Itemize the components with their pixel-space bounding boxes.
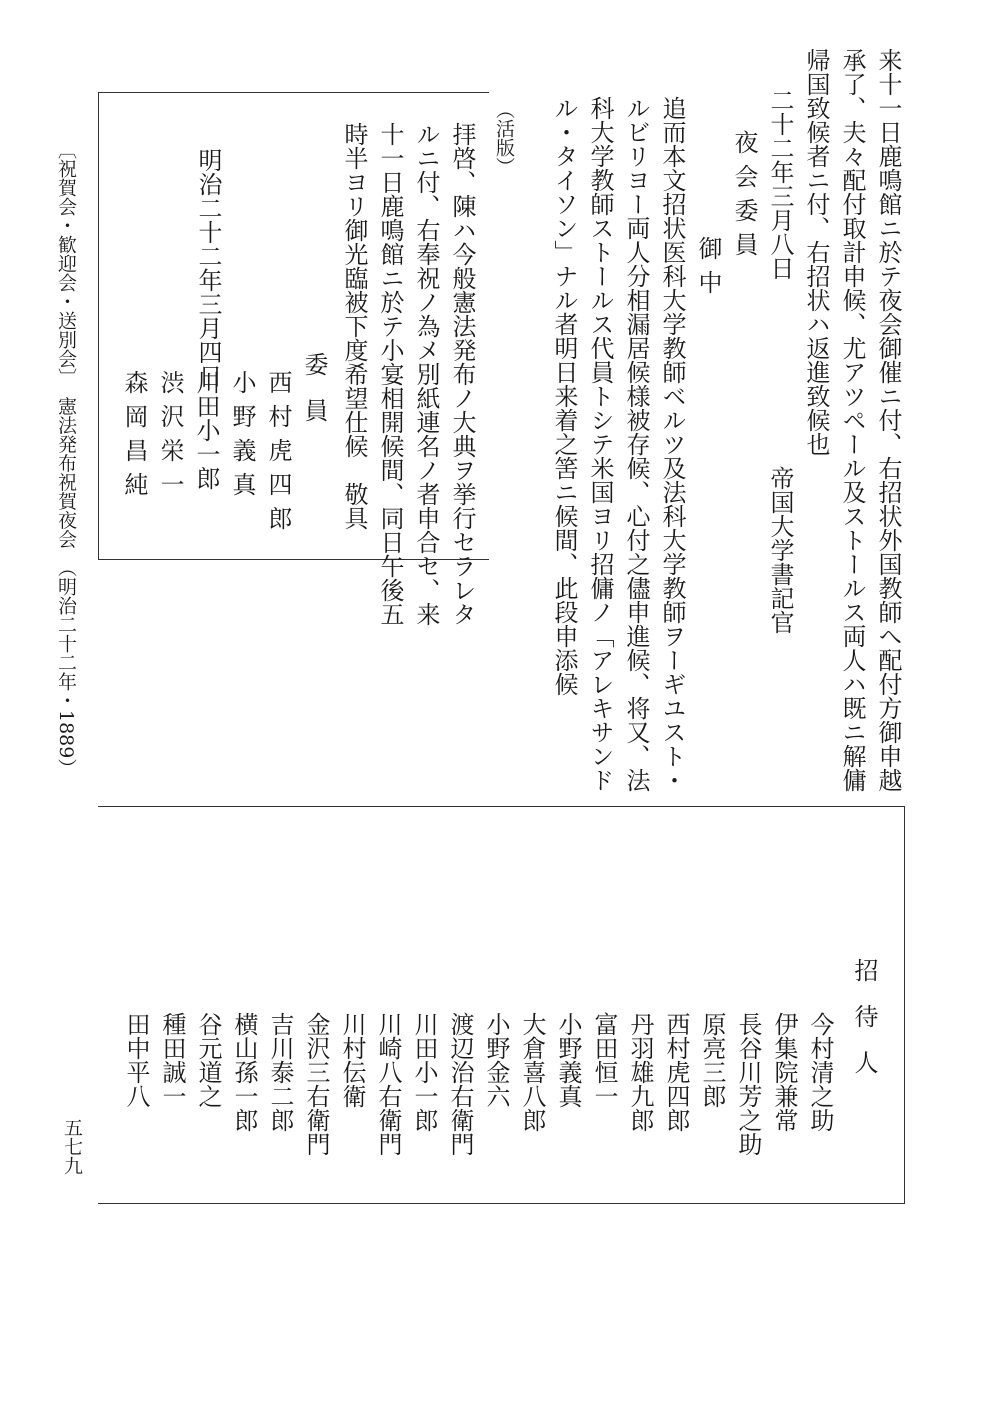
letter-line: 来十一日鹿鳴館ニ於テ夜会御催ニ付、右招状外国教師へ配付方御申越 xyxy=(874,48,902,792)
letter-sender: 帝国大学書記官 xyxy=(766,466,794,634)
invitee-name: 吉川泰二郎 xyxy=(266,1012,294,1132)
letter-addressee: 夜会委員 xyxy=(730,130,758,266)
postscript-line: ルビリヨー両人分相漏居候様被存候、心付之儘申進候、将又、法 xyxy=(622,96,650,792)
postscript-line: 追而本文招状医科大学教師ベルツ及法科大学教師ヲーギユスト・ xyxy=(658,96,686,792)
invitee-name: 伊集院兼常 xyxy=(770,1012,798,1132)
notice-line: ルニ付、右奉祝ノ為メ別紙連名ノ者申合セ、来 xyxy=(412,122,440,626)
invitees-frame xyxy=(98,806,905,1204)
notice-line: 十一日鹿鳴館ニ於テ小宴相開候間、同日午後五 xyxy=(376,122,404,626)
invitee-name: 富田恒一 xyxy=(590,1012,618,1108)
invitee-name: 大倉喜八郎 xyxy=(518,1012,546,1132)
invitee-name: 原亮三郎 xyxy=(698,1012,726,1108)
page-header: 〔祝賀会・歓迎会・送別会〕 憲法発布祝賀夜会 （明治二十二年・1889） xyxy=(55,140,77,778)
committee-label: 委員 xyxy=(300,352,328,444)
committee-member: 西村虎四郎 xyxy=(264,370,292,540)
committee-member: 小野義真 xyxy=(228,370,256,506)
invitee-name: 丹羽雄九郎 xyxy=(626,1012,654,1132)
letter-honorific: 御中 xyxy=(694,236,722,304)
notice-date: 明治二十二年三月四日 xyxy=(194,148,222,388)
invitee-name: 渡辺治右衛門 xyxy=(446,1012,474,1156)
notice-line: 拝啓、陳ハ今般憲法発布ノ大典ヲ挙行セラレタ xyxy=(448,122,476,626)
invitee-name: 川村伝衛 xyxy=(338,1012,366,1108)
committee-member: 森岡昌純 xyxy=(120,370,148,506)
invitee-name: 川田小一郎 xyxy=(410,1012,438,1132)
notice-line: 時半ヨリ御光臨被下度希望仕候 敬具 xyxy=(340,122,368,530)
page-number: 五七九 xyxy=(61,1118,83,1175)
invitee-name: 横山孫一郎 xyxy=(230,1012,258,1132)
postscript-line: ル・タイソン」ナル者明日来着之筈ニ候間、此段申添候 xyxy=(550,96,578,696)
invitees-title: 招待人 xyxy=(850,958,878,1096)
invitee-name: 種田誠一 xyxy=(158,1012,186,1108)
committee-member: 川田小一郎 xyxy=(192,370,220,490)
invitee-name: 金沢三右衛門 xyxy=(302,1012,330,1156)
invitee-name: 小野義真 xyxy=(554,1012,582,1108)
invitee-name: 田中平八 xyxy=(122,1012,150,1108)
letter-date: 二十二年三月八日 xyxy=(766,88,794,280)
postscript-line: 科大学教師ストールス代員トシテ米国ヨリ招傭ノ「アレキサンド xyxy=(586,96,614,792)
letter-line: 承了、夫々配付取計申候、尤アツペール及ストールス両人ハ既ニ解傭 xyxy=(838,48,866,792)
invitee-name: 今村清之助 xyxy=(806,1012,834,1132)
invitee-name: 西村虎四郎 xyxy=(662,1012,690,1132)
notice-label: （活版） xyxy=(493,100,515,176)
invitee-name: 川崎八右衛門 xyxy=(374,1012,402,1156)
invitee-name: 長谷川芳之助 xyxy=(734,1012,762,1156)
invitee-name: 小野金六 xyxy=(482,1012,510,1108)
invitee-name: 谷元道之 xyxy=(194,1012,222,1108)
committee-member: 渋沢栄一 xyxy=(156,370,184,506)
letter-line: 帰国致候者ニ付、右招状ハ返進致候也 xyxy=(802,48,830,456)
